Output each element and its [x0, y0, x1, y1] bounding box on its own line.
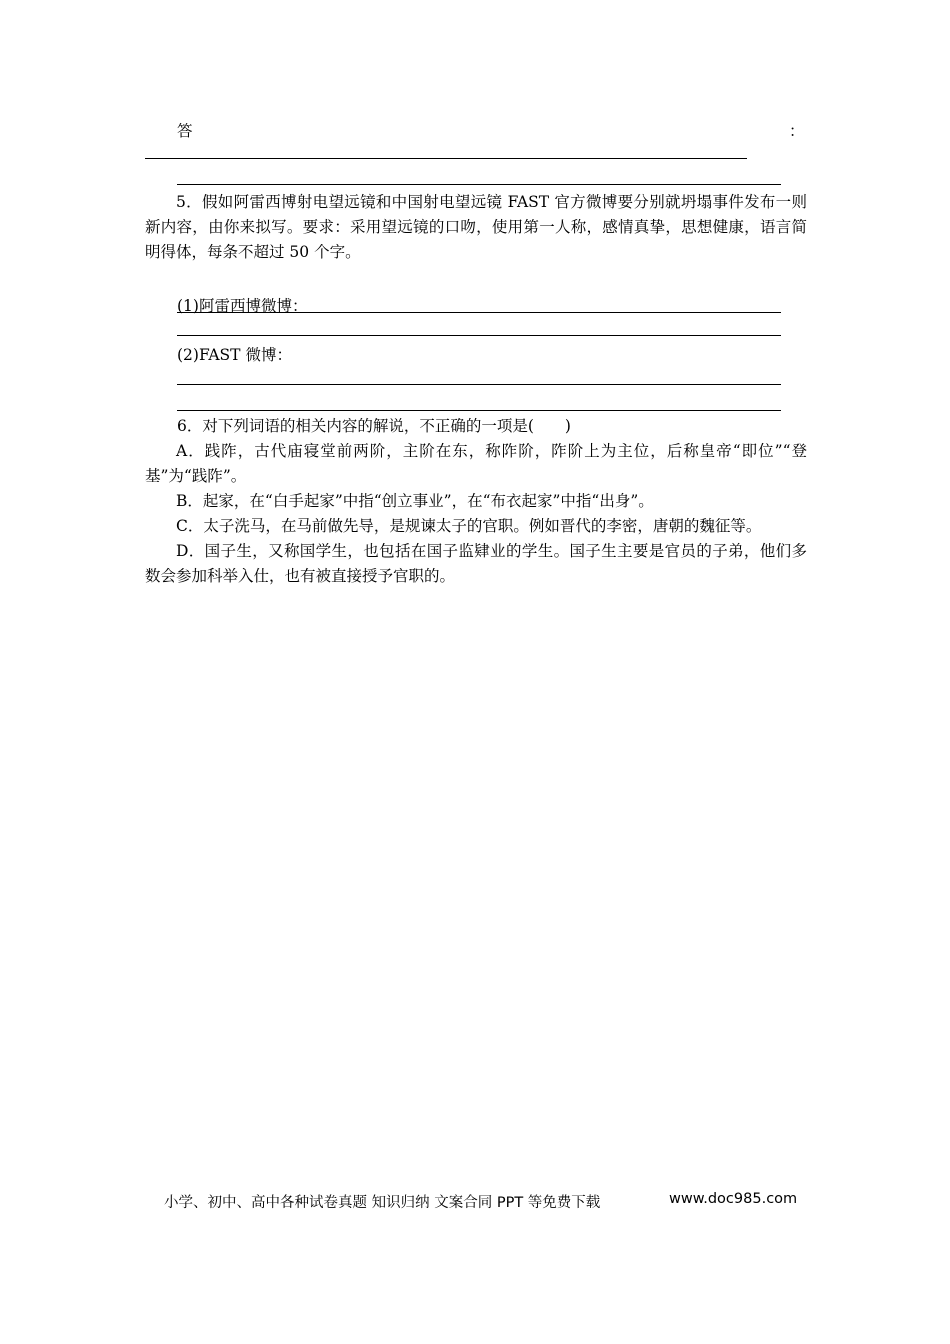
- footer-text: 小学、初中、高中各种试卷真题 知识归纳 文案合同 PPT 等免费下载: [164, 1195, 601, 1211]
- question-5-prompt: 5．假如阿雷西博射电望远镜和中国射电望远镜 FAST 官方微博要分别就坍塌事件发布一则新内容，由你来拟写。要求：采用望远镜的口吻，使用第一人称，感情真挚，思想健康，语言简明得体，每条不超过 50 个字。: [145, 193, 807, 261]
- q5-part2-blank-line-1[interactable]: [177, 384, 781, 385]
- question-6-prompt: 6．对下列词语的相关内容的解说，不正确的一项是( ): [177, 417, 571, 435]
- question-6-option-c: C．太子洗马，在马前做先导，是规谏太子的官职。例如晋代的李密，唐朝的魏征等。: [176, 517, 762, 535]
- question-6-option-d: D．国子生，又称国学生，也包括在国子监肄业的学生。国子生主要是官员的子弟，他们多数会参加科举入仕，也有被直接授予官职的。: [145, 542, 807, 585]
- answer-colon: ：: [789, 122, 805, 140]
- q5-part1-blank-line-2[interactable]: [177, 335, 781, 336]
- question-6-option-b: B．起家，在“白手起家”中指“创立事业”，在“布衣起家”中指“出身”。: [176, 492, 654, 510]
- question-5-part2-label: (2)FAST 微博：: [177, 346, 292, 364]
- question-5-part1-label: (1)阿雷西博微博：: [177, 297, 308, 315]
- answer-label: 答: [177, 122, 193, 140]
- footer-url[interactable]: www.doc985.com: [669, 1191, 798, 1207]
- q5-part1-blank-line-1[interactable]: [177, 312, 781, 313]
- question-6-option-a: A．践阼，古代庙寝堂前两阶，主阶在东，称阼阶，阼阶上为主位，后称皇帝“即位”“登基”为“践阼”。: [145, 442, 807, 485]
- answer-blank-line-1[interactable]: [145, 158, 747, 159]
- q5-part2-blank-line-2[interactable]: [177, 410, 781, 411]
- answer-blank-line-2[interactable]: [177, 184, 781, 185]
